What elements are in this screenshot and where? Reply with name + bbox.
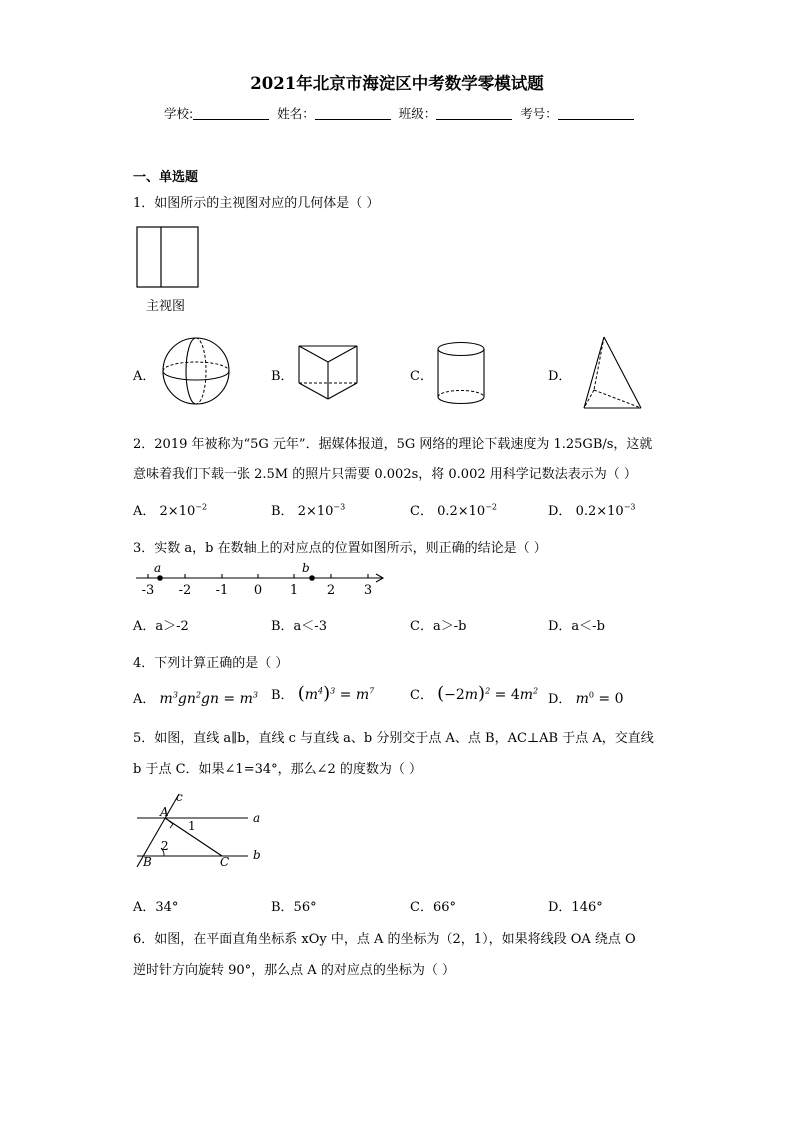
tick-label: 0: [253, 583, 263, 598]
q2-option-b-label: B．: [271, 504, 294, 519]
q4-option-b-formula: $(m^4)^3 = m^7$: [297, 683, 375, 704]
q2-line2: 意味着我们下载一张 2.5M 的照片只需要 0.002s，将 0.002 用科学记数法表示为（ ）: [133, 467, 637, 482]
q2-option-c-mantissa: 0.2×10: [437, 504, 486, 519]
class-blank[interactable]: [436, 106, 512, 120]
tick-label: 3: [363, 583, 373, 598]
q1-view-label: 主视图: [146, 299, 186, 314]
point-a-label: a: [154, 561, 162, 575]
exam-no-label: 考号：: [520, 106, 558, 121]
q2-line1: 2．2019 年被称为“5G 元年”．据媒体报道，5G 网络的理论下载速度为 1.25GB/s，这就: [133, 437, 653, 452]
q2-option-d-mantissa: 0.2×10: [575, 504, 624, 519]
fig-label-B: B: [143, 855, 152, 869]
q3-stem: 3．实数 a，b 在数轴上的对应点的位置如图所示，则正确的结论是（ ）: [133, 541, 547, 556]
q4-option-a-label: A．: [133, 692, 156, 707]
tick-label: 2: [326, 583, 336, 598]
q2-option-d-label: D．: [548, 504, 572, 519]
q4-option-b[interactable]: [271, 683, 374, 704]
tick-label: -3: [141, 583, 155, 598]
tick-label: -2: [178, 583, 192, 598]
q4-option-c[interactable]: [410, 683, 538, 704]
q4-option-d-formula: $m^0 = 0$: [575, 690, 624, 707]
fig-label-b: b: [253, 848, 261, 862]
section-heading: 一、单选题: [133, 170, 199, 185]
q2-option-d[interactable]: [548, 500, 635, 519]
class-label: 班级：: [398, 106, 437, 121]
school-blank[interactable]: [193, 106, 269, 120]
q2-option-a-exponent: −2: [195, 502, 208, 512]
page-title: 2021年北京市海淀区中考数学零模试题: [250, 74, 544, 93]
tick-label: -1: [215, 583, 229, 598]
q4-option-c-label: C．: [410, 688, 433, 703]
q3-option-c[interactable]: C．a＞-b: [410, 619, 467, 634]
q2-option-a-mantissa: 2×10: [159, 504, 196, 519]
q2-option-c-exponent: −2: [485, 502, 497, 512]
sphere-figure[interactable]: [162, 336, 230, 406]
q5-option-c[interactable]: C．66°: [410, 900, 456, 915]
fig-label-A: A: [160, 805, 169, 819]
q6-line2: 逆时针方向旋转 90°，那么点 A 的对应点的坐标为（ ）: [133, 963, 455, 978]
q5-option-d[interactable]: D．146°: [548, 900, 603, 915]
q1-option-c-label[interactable]: C．: [410, 369, 433, 384]
q2-option-b[interactable]: [271, 500, 345, 519]
exam-no-blank[interactable]: [558, 106, 634, 120]
q5-line1: 5．如图，直线 a∥b，直线 c 与直线 a、b 分别交于点 A、点 B，AC⊥AB 于点 A，交直线: [133, 731, 654, 746]
name-blank[interactable]: [315, 106, 391, 120]
q4-option-a-formula: $m^3gn^2gn = m^3$: [159, 690, 258, 707]
q4-option-d[interactable]: [548, 688, 624, 707]
q4-stem: 4．下列计算正确的是（ ）: [133, 656, 289, 671]
cylinder-figure[interactable]: [436, 341, 486, 407]
school-label: 学校:: [164, 106, 194, 121]
q3-option-a[interactable]: A．a＞-2: [133, 619, 189, 634]
q3-option-b[interactable]: B．a＜-3: [271, 619, 327, 634]
triangular-prism-figure[interactable]: [297, 343, 359, 401]
q2-option-a[interactable]: [133, 500, 207, 519]
fig-label-c: c: [176, 790, 183, 804]
point-a-dot: [157, 575, 163, 581]
point-b-dot: [309, 575, 315, 581]
cone-pyramid-figure[interactable]: [582, 335, 644, 411]
number-line-figure: [134, 560, 390, 600]
q2-option-b-exponent: −3: [333, 502, 346, 512]
q2-option-c-label: C．: [410, 504, 433, 519]
q2-option-a-label: A．: [133, 504, 156, 519]
fig-label-a: a: [253, 811, 261, 825]
q1-stem: 1．如图所示的主视图对应的几何体是（ ）: [133, 196, 380, 211]
q6-line1: 6．如图，在平面直角坐标系 xOy 中，点 A 的坐标为（2，1），如果将线段 OA 绕点 O: [133, 932, 636, 947]
name-label: 姓名：: [277, 106, 315, 121]
fig-angle-1: 1: [188, 819, 196, 833]
q5-line2: b 于点 C．如果∠1=34°，那么∠2 的度数为（ ）: [133, 762, 423, 777]
parallel-lines-figure: [133, 790, 273, 870]
q1-option-d-label[interactable]: D．: [548, 369, 572, 384]
q3-option-d[interactable]: D．a＜-b: [548, 619, 605, 634]
point-b-label: b: [302, 561, 310, 575]
q4-option-a[interactable]: [133, 688, 258, 707]
q4-option-d-label: D．: [548, 692, 572, 707]
fig-angle-2: 2: [161, 839, 169, 853]
fig-label-C: C: [220, 855, 230, 869]
q4-option-c-formula: $(-2m)^2 = 4m^2$: [437, 683, 539, 704]
q2-option-b-mantissa: 2×10: [297, 504, 334, 519]
q2-option-d-exponent: −3: [623, 502, 636, 512]
tick-label: 1: [289, 583, 299, 598]
q1-front-view-figure: [136, 226, 200, 288]
student-info-line: [164, 104, 638, 122]
q4-option-b-label: B．: [271, 688, 294, 703]
q5-option-a[interactable]: A．34°: [133, 900, 179, 915]
q5-option-b[interactable]: B．56°: [271, 900, 317, 915]
q1-option-b-label[interactable]: B．: [271, 369, 294, 384]
q1-option-a-label[interactable]: A．: [133, 369, 156, 384]
q2-option-c[interactable]: [410, 500, 497, 519]
